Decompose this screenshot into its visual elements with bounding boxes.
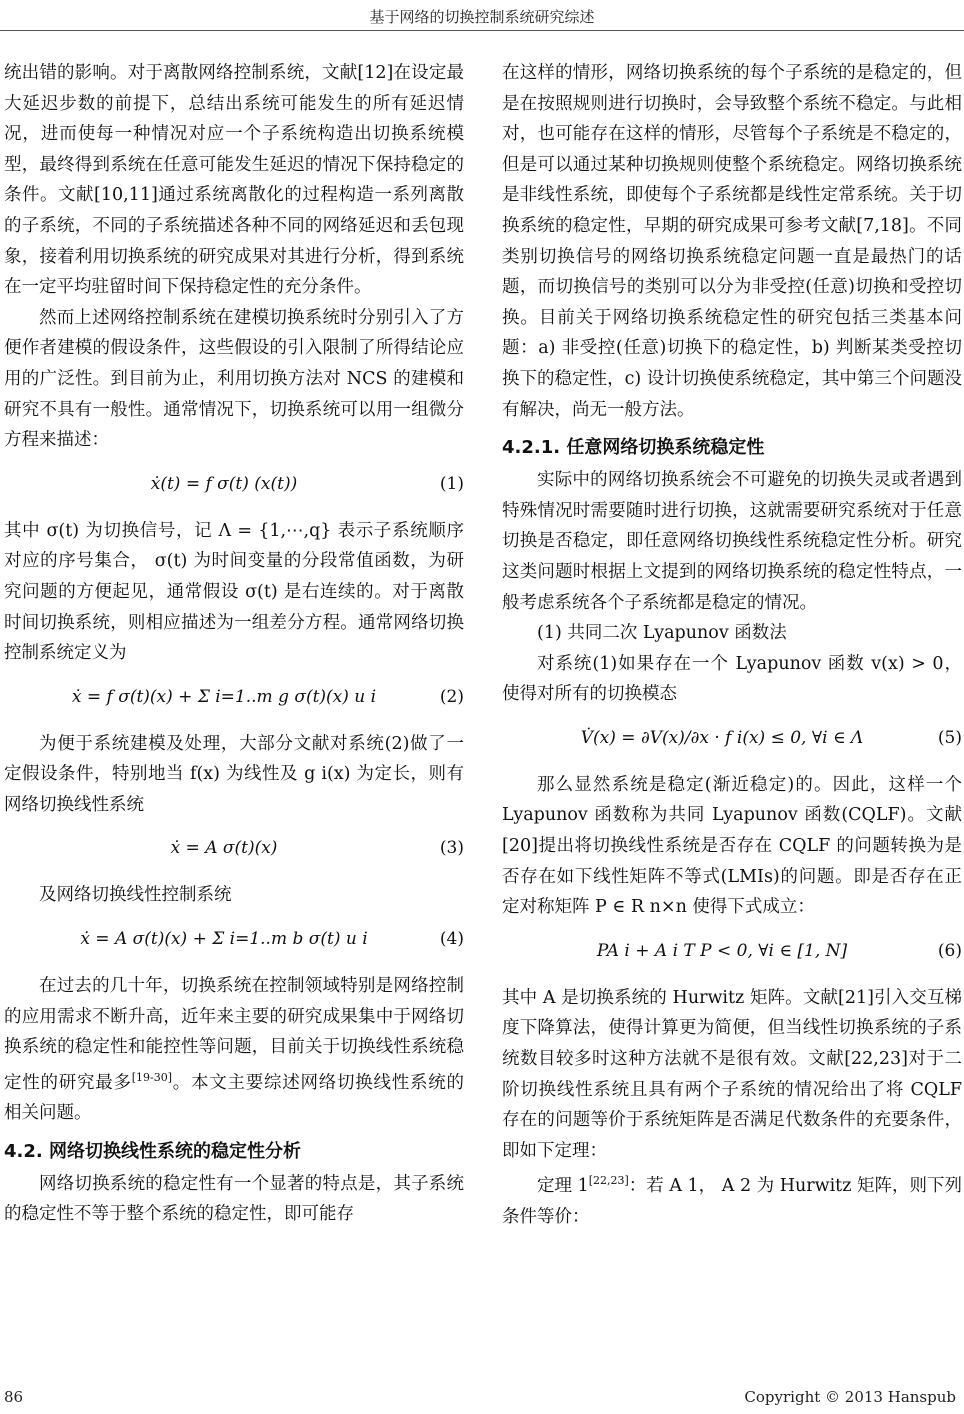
equation-1 [4, 456, 464, 516]
paragraph: (1) 共同二次 Lyapunov 函数法 [537, 623, 787, 644]
paragraph: 其中 A 是切换系统的 Hurwitz 矩阵。文献[21]引入交互梯度下降算法，使得计算更为简便，但当线性切换系统的子系统数目较多时这种方法就不是很有效。文献[22,23]对于二阶切换线性系统且具有两个子系统的情况给出了将 CQLF 存在的问题等价于系统矩阵是否满足代数条件的充要条件，即如下定理： [502, 987, 962, 1161]
paragraph-text: ：若 A 1， A 2 为 Hurwitz 矩阵，则下列条件等价： [502, 1176, 962, 1227]
equation-4 [4, 911, 464, 971]
equation-expression: PA i + A i T P < 0, ∀i ∈ [1, N] [596, 940, 848, 961]
citation: [22,23] [588, 1174, 629, 1188]
equation-expression: ẋ(t) = f σ(t) (x(t)) [150, 473, 298, 494]
page-number: 86 [4, 1388, 24, 1406]
equation-number: (2) [439, 686, 464, 707]
paragraph: 统出错的影响。对于离散网络控制系统，文献[12]在设定最大延迟步数的前提下，总结出系统可能发生的所有延迟情况，进而使每一种情况对应一个子系统构造出切换系统模型，最终得到系统在任意可能发生延迟的情况下保持稳定的条件。文献[10,11]通过系统离散化的过程构造一系列离散的子系统，不同的子系统描述各种不同的网络延迟和丢包现象，接着利用切换系统的研究成果对其进行分析，得到系统在一定平均驻留时间下保持稳定性的充分条件。 [4, 63, 464, 298]
paragraph-text: 。本文主要综述网络切换线性系统的相关问题。 [4, 1072, 465, 1124]
citation: [19-30] [131, 1070, 173, 1084]
equation-expression: ẋ = f σ(t)(x) + Σ i=1..m g σ(t)(x) u i [71, 686, 377, 707]
copyright-notice: Copyright © 2013 Hanspub [744, 1388, 956, 1406]
paragraph: 在这样的情形，网络切换系统的每个子系统的是稳定的，但是在按照规则进行切换时，会导致整个系统不稳定。与此相对，也可能存在这样的情形，尽管每个子系统是不稳定的，但是可以通过某种切换规则使整个系统稳定。网络切换系统是非线性系统，即使每个子系统都是线性定常系统。关于切换系统的稳定性，早期的研究成果可参考文献[7,18]。不同类别切换信号的网络切换系统稳定问题一直是最热门的话题，而切换信号的类别可以分为非受控(任意)切换和受控切换。目前关于网络切换系统稳定性的研究包括三类基本问题：a) 非受控(任意)切换下的稳定性，b) 判断某类受控切换下的稳定性，c) 设计切换使系统稳定，其中第三个问题没有解决，尚无一般方法。 [502, 63, 962, 420]
section-heading: 4.2. 网络切换线性系统的稳定性分析 [4, 1140, 301, 1162]
equation-number: (5) [937, 727, 962, 748]
equation-5 [502, 710, 962, 770]
equation-number: (6) [937, 940, 962, 961]
right-column [502, 58, 962, 1232]
equation-expression: V̇(x) = ∂V(x)/∂x · f i(x) ≤ 0, ∀i ∈ Λ [580, 727, 864, 748]
left-column [4, 58, 464, 1230]
paragraph: 那么显然系统是稳定(渐近稳定)的。因此，这样一个 Lyapunov 函数称为共同 Lyapunov 函数(CQLF)。文献[20]提出将切换线性系统是否存在 CQLF 的问题转换为是否存在如下线性矩阵不等式(LMIs)的问题。即是否存在正定对称矩阵 P ∈ R n×n 使得下式成立： [502, 774, 962, 918]
paragraph-text: 在过去的几十年，切换系统在控制领域特别是网络控制的应用需求不断升高，近年来主要的研究成果集中于网络切换系统的稳定性和能控性等问题，目前关于切换线性系统稳定性的研究最多 [4, 976, 464, 1093]
equation-6 [502, 923, 962, 983]
paragraph: 其中 σ(t) 为切换信号，记 Λ = {1,⋯,q} 表示子系统顺序对应的序号集合， σ(t) 为时间变量的分段常值函数，为研究问题的方便起见，通常假设 σ(t) 是右连续的。对于离散时间切换系统，则相应描述为一组差分方程。通常网络切换控制系统定义为 [4, 520, 464, 664]
paragraph: 实际中的网络切换系统会不可避免的切换失灵或者遇到特殊情况时需要随时进行切换，这就需要研究系统对于任意切换是否稳定，即任意网络切换线性系统稳定性分析。研究这类问题时根据上文提到的网络切换系统的稳定性特点，一般考虑系统各个子系统都是稳定的情况。 [502, 470, 962, 613]
equation-3 [4, 820, 464, 880]
equation-expression: ẋ = A σ(t)(x) + Σ i=1..m b σ(t) u i [80, 929, 368, 950]
paragraph-text: 定理 1 [537, 1176, 589, 1197]
paragraph: 网络切换系统的稳定性有一个显著的特点是，其子系统的稳定性不等于整个系统的稳定性，即可能存 [4, 1173, 464, 1225]
paragraph: 为便于系统建模及处理，大部分文献对系统(2)做了一定假设条件，特别地当 f(x) 为线性及 g i(x) 为定长，则有网络切换线性系统 [4, 733, 464, 815]
equation-expression: ẋ = A σ(t)(x) [170, 838, 278, 859]
subsection-heading: 4.2.1. 任意网络切换系统稳定性 [502, 437, 765, 459]
paragraph: 对系统(1)如果存在一个 Lyapunov 函数 v(x) > 0，使得对所有的切换模态 [502, 653, 962, 705]
equation-number: (4) [439, 929, 464, 950]
equation-number: (3) [439, 838, 464, 859]
equation-number: (1) [439, 473, 464, 494]
paragraph: 及网络切换线性控制系统 [39, 885, 232, 906]
paragraph: 然而上述网络控制系统在建模切换系统时分别引入了方便作者建模的假设条件，这些假设的引入限制了所得结论应用的广泛性。到目前为止，利用切换方法对 NCS 的建模和研究不具有一般性。通常情况下，切换系统可以用一组微分方程来描述： [4, 307, 464, 451]
paragraph [4, 971, 464, 1129]
header-rule [0, 30, 964, 31]
paragraph [502, 1166, 962, 1232]
running-header: 基于网络的切换控制系统研究综述 [369, 8, 595, 26]
equation-2 [4, 669, 464, 729]
